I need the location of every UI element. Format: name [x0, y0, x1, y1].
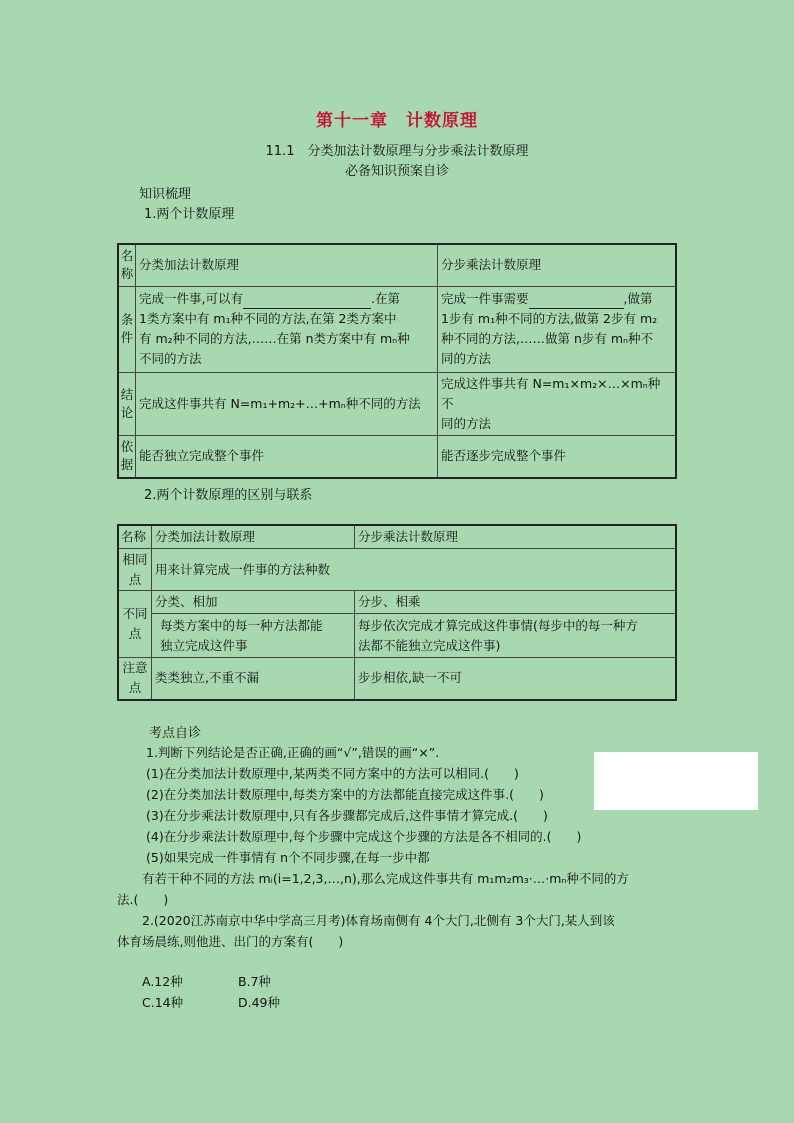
table2-head-name: 名称	[118, 525, 152, 549]
question-1-item-4: (4)在分步乘法计数原理中,每个步骤中完成这个步骤的方法是各不相同的.( )	[146, 829, 582, 844]
table2-same-head: 相同点	[118, 549, 152, 591]
table2-same-text: 用来计算完成一件事的方法种数	[152, 549, 677, 591]
table1-c1-condition	[136, 286, 438, 372]
question-1-item-1: (1)在分类加法计数原理中,某两类不同方案中的方法可以相同.( )	[146, 766, 519, 781]
table1-c2-condition	[438, 286, 677, 372]
fill-blank	[529, 294, 624, 309]
exam-heading: 考点自诊	[149, 726, 202, 741]
concl2-text-a: 完成这件事共有 N=m₁×m₂×…×mₙ种不	[441, 375, 661, 411]
table2-diff-c2-short: 分步、相乘	[355, 591, 677, 614]
table1-c2-basis: 能否逐步完成整个事件	[438, 435, 677, 478]
knowledge-item-2: 2.两个计数原理的区别与联系	[144, 488, 313, 503]
table2-diff-c2-long	[355, 614, 677, 658]
cond1-text-a: 完成一件事,可以有	[139, 291, 243, 306]
cond2-text-d: 种不同的方法,……做第 n步有 mₙ种不	[441, 331, 654, 346]
question-2-line-2: 体育场晨练,则他进、出门的方案有( )	[117, 934, 344, 949]
cond1-text-d: 有 m₂种不同的方法,……在第 n类方案中有 mₙ种	[139, 331, 410, 346]
table2-note-head: 注意点	[118, 658, 152, 700]
option-c: C.14种	[142, 995, 184, 1010]
concl2-text-b: 同的方法	[441, 415, 492, 431]
table1-c1-basis: 能否独立完成整个事件	[136, 435, 438, 478]
table1-c1-name: 分类加法计数原理	[136, 244, 438, 286]
option-b: B.7种	[238, 974, 272, 989]
table1-head-condition: 条件	[118, 286, 136, 372]
section-title: 11.1 分类加法计数原理与分步乘法计数原理	[265, 144, 529, 159]
knowledge-item-1: 1.两个计数原理	[144, 207, 235, 222]
cond1-text-b: .在第	[370, 291, 400, 306]
subsection-title: 必备知识预案自诊	[344, 164, 449, 179]
diff1-text-b: 独立完成这件事	[160, 637, 248, 653]
table2-note-c1: 类类独立,不重不漏	[152, 658, 355, 700]
principles-table	[117, 243, 677, 479]
cond1-text-c: 1类方案中有 m₁种不同的方法,在第 2类方案中	[139, 311, 397, 326]
cond2-text-e: 同的方法	[441, 351, 492, 366]
question-1-item-5a: (5)如果完成一件事情有 n个不同步骤,在每一步中都	[146, 850, 430, 865]
option-d: D.49种	[238, 995, 281, 1010]
chapter-title: 第十一章 计数原理	[316, 111, 478, 131]
cond2-text-b: ,做第	[623, 291, 653, 306]
fill-blank	[243, 294, 371, 309]
question-1-item-3: (3)在分步乘法计数原理中,只有各步骤都完成后,这件事情才算完成.( )	[146, 808, 548, 823]
table2-head-c2: 分步乘法计数原理	[355, 525, 677, 549]
watermark-box	[594, 752, 758, 810]
diff2-text-b: 法都不能独立完成这件事)	[358, 637, 501, 653]
question-1-item-5c: 法.( )	[117, 892, 169, 907]
option-a: A.12种	[142, 974, 183, 989]
table2-head-c1: 分类加法计数原理	[152, 525, 355, 549]
question-2-line-1: 2.(2020江苏南京中华中学高三月考)体育场南侧有 4个大门,北侧有 3个大门,某人到该	[142, 913, 615, 928]
table1-c2-name: 分步乘法计数原理	[438, 244, 677, 286]
table1-head-name: 名称	[118, 244, 136, 286]
cond2-text-c: 1步有 m₁种不同的方法,做第 2步有 m₂	[441, 311, 658, 326]
knowledge-heading: 知识梳理	[139, 187, 192, 202]
table1-head-conclusion: 结论	[118, 372, 136, 435]
table2-diff-head: 不同点	[118, 591, 152, 658]
table2-note-c2: 步步相依,缺一不可	[355, 658, 677, 700]
table2-diff-c1-long	[152, 614, 355, 658]
question-1: 1.判断下列结论是否正确,正确的画“√”,错误的画“×”.	[146, 745, 440, 760]
difference-table	[117, 524, 677, 701]
cond2-text-a: 完成一件事需要	[441, 291, 529, 306]
table1-c1-conclusion: 完成这件事共有 N=m₁+m₂+…+mₙ种不同的方法	[136, 372, 438, 435]
table1-head-basis: 依据	[118, 435, 136, 478]
diff1-text-a: 每类方案中的每一种方法都能	[160, 617, 323, 633]
table1-c2-conclusion	[438, 372, 677, 435]
question-1-item-5b: 有若干种不同的方法 mᵢ(i=1,2,3,…,n),那么完成这件事共有 m₁m₂m₃·…·mₙ种不同的方	[142, 871, 629, 886]
table2-diff-c1-short: 分类、相加	[152, 591, 355, 614]
cond1-text-e: 不同的方法	[139, 351, 202, 366]
diff2-text-a: 每步依次完成才算完成这件事情(每步中的每一种方	[358, 617, 638, 633]
question-1-item-2: (2)在分类加法计数原理中,每类方案中的方法都能直接完成这件事.( )	[146, 787, 544, 802]
